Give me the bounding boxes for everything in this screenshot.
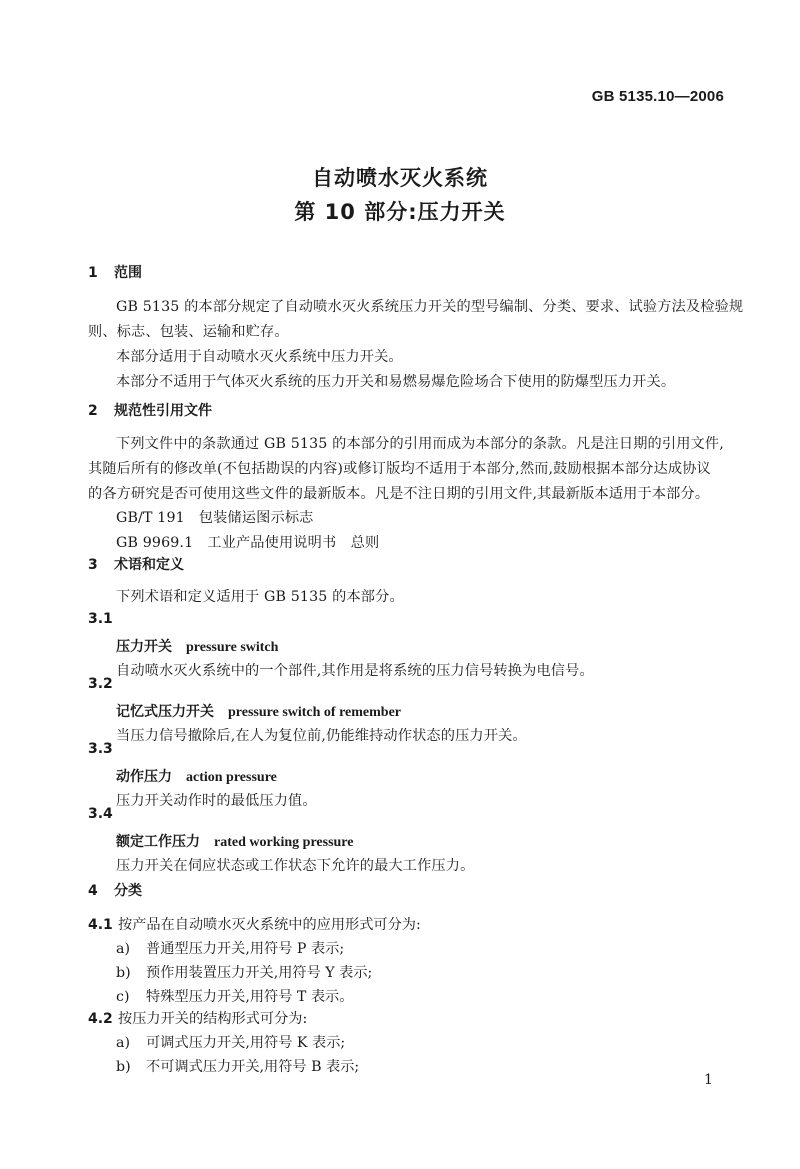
list-marker: b) bbox=[116, 965, 131, 981]
list-text: 特殊型压力开关,用符号 T 表示。 bbox=[146, 989, 354, 1005]
section-title: 分类 bbox=[114, 883, 142, 899]
section-number: 3 bbox=[88, 557, 98, 573]
clause bbox=[88, 1008, 307, 1028]
clause bbox=[88, 914, 421, 934]
term-zh: 记忆式压力开关 bbox=[116, 704, 214, 720]
clause-number: 4.1 bbox=[88, 917, 113, 933]
term-definition: 自动喷水灭火系统中的一个部件,其作用是将系统的压力信号转换为电信号。 bbox=[116, 663, 594, 679]
list-item bbox=[116, 962, 372, 982]
term-entry bbox=[116, 831, 353, 851]
list-item bbox=[116, 986, 353, 1006]
paragraph: 下列术语和定义适用于 GB 5135 的本部分。 bbox=[116, 589, 404, 605]
clause-text: 按压力开关的结构形式可分为: bbox=[118, 1011, 308, 1027]
clause-text: 按产品在自动喷水灭火系统中的应用形式可分为: bbox=[118, 917, 421, 933]
section-heading-terms bbox=[88, 554, 184, 574]
term-entry bbox=[116, 701, 401, 721]
section-number: 1 bbox=[88, 265, 98, 281]
reference-code: GB 9969.1 bbox=[116, 535, 194, 551]
term-zh: 动作压力 bbox=[116, 769, 172, 785]
term-number: 3.1 bbox=[88, 611, 113, 627]
term-zh: 额定工作压力 bbox=[116, 834, 200, 850]
list-text: 普通型压力开关,用符号 P 表示; bbox=[146, 941, 345, 957]
section-heading-scope bbox=[88, 262, 142, 282]
paragraph: 本部分不适用于气体灭火系统的压力开关和易燃易爆危险场合下使用的防爆型压力开关。 bbox=[116, 374, 676, 390]
term-zh: 压力开关 bbox=[116, 639, 172, 655]
section-heading-normative-references bbox=[88, 400, 212, 420]
paragraph: 下列文件中的条款通过 GB 5135 的本部分的引用而成为本部分的条款。凡是注日期的引用文件, bbox=[116, 436, 724, 452]
reference-item bbox=[116, 532, 379, 552]
list-marker: a) bbox=[116, 941, 130, 957]
term-entry bbox=[116, 766, 277, 786]
page-number: 1 bbox=[704, 1072, 713, 1088]
section-number: 4 bbox=[88, 883, 98, 899]
paragraph: 其随后所有的修改单(不包括勘误的内容)或修订版均不适用于本部分,然而,鼓励根据本部分达成协议 bbox=[88, 461, 711, 477]
term-definition: 当压力信号撤除后,在人为复位前,仍能维持动作状态的压力开关。 bbox=[116, 728, 527, 744]
list-item bbox=[116, 938, 344, 958]
term-number: 3.3 bbox=[88, 741, 113, 757]
paragraph: 则、标志、包装、运输和贮存。 bbox=[88, 324, 289, 340]
document-title: 自动喷水灭火系统 bbox=[312, 166, 488, 190]
list-item bbox=[116, 1056, 359, 1076]
section-number: 2 bbox=[88, 403, 98, 419]
term-definition: 压力开关在伺应状态或工作状态下允许的最大工作压力。 bbox=[116, 858, 475, 874]
reference-title: 包装储运图示标志 bbox=[198, 510, 314, 526]
list-text: 不可调式压力开关,用符号 B 表示; bbox=[146, 1059, 360, 1075]
term-en: pressure switch of remember bbox=[228, 705, 402, 720]
list-item bbox=[116, 1032, 345, 1052]
term-en: action pressure bbox=[186, 770, 277, 785]
section-title: 范围 bbox=[114, 265, 142, 281]
list-marker: b) bbox=[116, 1059, 131, 1075]
reference-item bbox=[116, 507, 314, 527]
list-marker: c) bbox=[116, 989, 130, 1005]
list-text: 预作用装置压力开关,用符号 Y 表示; bbox=[146, 965, 373, 981]
reference-code: GB/T 191 bbox=[116, 510, 185, 526]
section-title: 术语和定义 bbox=[114, 557, 184, 573]
paragraph: 本部分适用于自动喷水灭火系统中压力开关。 bbox=[116, 349, 403, 365]
list-text: 可调式压力开关,用符号 K 表示; bbox=[146, 1035, 346, 1051]
clause-number: 4.2 bbox=[88, 1011, 113, 1027]
section-heading-classification bbox=[88, 880, 142, 900]
list-marker: a) bbox=[116, 1035, 130, 1051]
term-en: pressure switch bbox=[186, 640, 279, 655]
standard-code: GB 5135.10—2006 bbox=[591, 88, 724, 105]
paragraph: 的各方研究是否可使用这些文件的最新版本。凡是不注日期的引用文件,其最新版本适用于本部分。 bbox=[88, 486, 710, 502]
term-en: rated working pressure bbox=[214, 835, 354, 850]
term-entry bbox=[116, 636, 278, 656]
paragraph: GB 5135 的本部分规定了自动喷水灭火系统压力开关的型号编制、分类、要求、试验方法及检验规 bbox=[116, 299, 744, 315]
section-title: 规范性引用文件 bbox=[114, 403, 212, 419]
term-definition: 压力开关动作时的最低压力值。 bbox=[116, 793, 317, 809]
term-number: 3.2 bbox=[88, 676, 113, 692]
reference-title: 工业产品使用说明书 总则 bbox=[207, 535, 380, 551]
document-subtitle: 第 10 部分:压力开关 bbox=[294, 200, 506, 224]
term-number: 3.4 bbox=[88, 806, 113, 822]
